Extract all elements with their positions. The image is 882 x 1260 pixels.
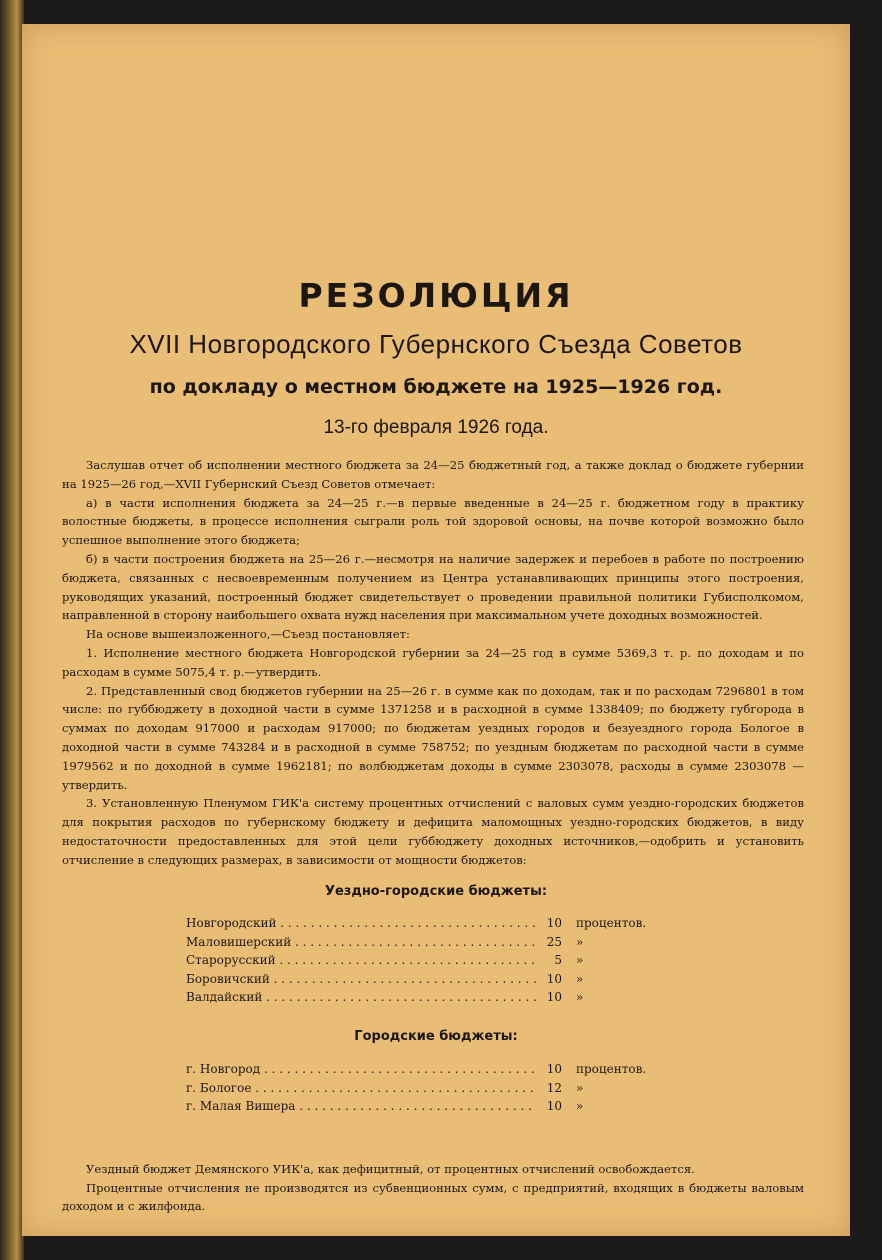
list-item xyxy=(186,914,666,933)
budget-unit: » xyxy=(576,971,584,986)
resolution-body xyxy=(62,456,804,870)
list-item xyxy=(186,1097,666,1116)
list-item xyxy=(186,951,666,970)
list-item xyxy=(186,933,666,952)
budget-name: Боровичский . . . xyxy=(186,972,536,986)
budget-unit: » xyxy=(576,990,584,1005)
budget-unit: процентов. xyxy=(576,916,647,931)
county-budgets-heading: Уездно-городские бюджеты: xyxy=(324,884,548,899)
paragraph: 3. Установленную Пленумом ГИК'а систему процентных отчислений с валовых сумм уездно-городских бюджетов для покрытия расходов по губернскому бюджету и дефицита маломощных уездно-городских бюджетов, в виду недостаточности предоставленных для этой цели губбюджету доходных источников,—одобрить и установить отчисление в следующих размерах, в зависимости от мощности бюджетов: xyxy=(62,796,804,867)
budget-percent: 12 xyxy=(546,1080,562,1095)
resolution-topic: по докладу о местном бюджете на 1925—1926 год. xyxy=(149,376,723,398)
budget-name: г. Новгород . . . xyxy=(186,1062,536,1076)
paragraph: б) в части построения бюджета на 25—26 г.—несмотря на наличие задержек и перебоев в работе по построению бюджета, связанных с несвоевременным получением из Центра устанавливающих принципы этого построения, руководящих указаний, построенный бюджет свидетельствует о проведении правильной политики Губисполкомом, направленной в сторону наибольшего охвата нужд населения при максимальном учете доходных возможностей. xyxy=(62,551,804,623)
city-budgets-heading: Городские бюджеты: xyxy=(354,1029,518,1044)
list-item xyxy=(186,970,666,989)
budget-unit: » xyxy=(576,1099,584,1114)
document-page xyxy=(22,24,850,1236)
resolution-footer xyxy=(62,1160,804,1216)
budget-percent: 10 xyxy=(546,990,562,1005)
county-budgets-list xyxy=(186,914,666,1007)
budget-percent: 10 xyxy=(546,916,562,931)
paragraph: 1. Исполнение местного бюджета Новгородской губернии за 24—25 год в сумме 5369,3 т. р. по доходам и по расходам в сумме 5075,4 т. р.—утвердить. xyxy=(62,645,804,679)
budget-unit: процентов. xyxy=(576,1062,647,1077)
city-budgets-list xyxy=(186,1060,666,1116)
budget-name: г. Малая Вишера . . . xyxy=(186,1099,536,1113)
list-item xyxy=(186,1079,666,1098)
footer-paragraph: Уездный бюджет Демянского УИК'а, как дефицитный, от процентных отчислений освобождается. xyxy=(86,1162,695,1176)
budget-unit: » xyxy=(576,1080,584,1095)
list-item xyxy=(186,1060,666,1079)
budget-unit: » xyxy=(576,953,584,968)
budget-name: г. Бологое . . . xyxy=(186,1081,536,1095)
budget-percent: 10 xyxy=(546,971,562,986)
footer-paragraph: Процентные отчисления не производятся из субвенционных сумм, с предприятий, входящих в бюджеты валовым доходом и с жилфонда. xyxy=(62,1180,804,1213)
resolution-date: 13-го февраля 1926 года. xyxy=(323,417,549,438)
paragraph: Заслушав отчет об исполнении местного бюджета за 24—25 бюджетный год, а также доклад о бюджете губернии на 1925—26 год,—XVII Губернский Съезд Советов отмечает: xyxy=(62,458,804,491)
list-item xyxy=(186,988,666,1007)
page-subtitle: XVII Новгородского Губернского Съезда Советов xyxy=(129,329,743,359)
budget-name: Валдайский . . . xyxy=(186,990,536,1004)
budget-percent: 5 xyxy=(554,953,562,968)
budget-percent: 10 xyxy=(546,1099,562,1114)
budget-name: Новгородский . . . xyxy=(186,916,536,930)
paragraph: а) в части исполнения бюджета за 24—25 г.—в первые введенные в 24—25 г. бюджетном году в практику волостные бюджеты, в процессе исполнения сыграли роль той здоровой основы, на почве которой возможно было успешное выполнение этого бюджета; xyxy=(62,495,804,548)
budget-name: Старорусский . . . xyxy=(186,953,536,967)
budget-percent: 25 xyxy=(546,934,562,949)
paragraph: На основе вышеизложенного,—Съезд постановляет: xyxy=(86,627,410,642)
budget-name: Маловишерский . . . xyxy=(186,935,536,949)
page-title: РЕЗОЛЮЦИЯ xyxy=(298,276,574,315)
book-binding-edge xyxy=(0,0,24,1260)
budget-unit: » xyxy=(576,934,584,949)
budget-percent: 10 xyxy=(546,1062,562,1077)
paragraph: 2. Представленный свод бюджетов губернии на 25—26 г. в сумме как по доходам, так и по расходам 7296801 в том числе: по губбюджету в доходной части в сумме 1371258 и в расходной в сумме 1338409; по бюджету губгорода в суммах по доходам 917000 и расходам 917000; по бюджетам уездных городов и безуездного города Бологое в доходной части в сумме 743284 и в расходной в сумме 758752; по уездным бюджетам по расходной части в сумме 1979562 и по доходной в сумме 1962181; по волбюджетам доходы в сумме 2303078, расходы в сумме 2303078 — утвердить. xyxy=(62,683,804,792)
